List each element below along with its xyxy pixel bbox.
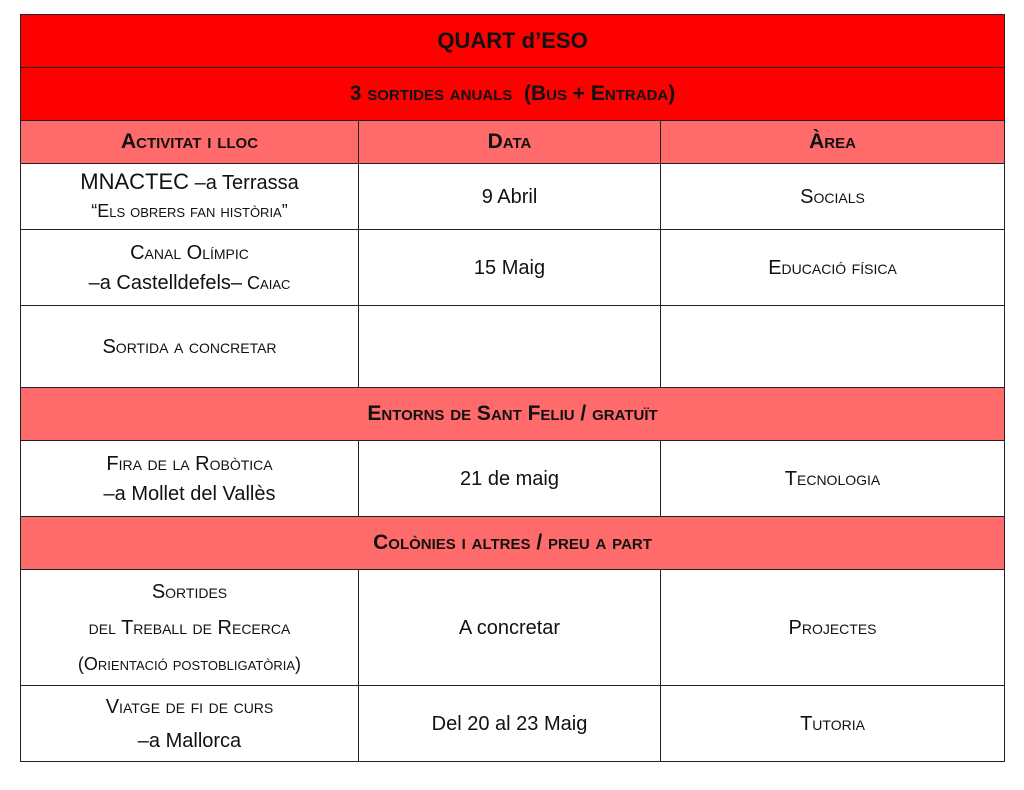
table-row [21, 230, 1005, 306]
area-cell: Educació física [661, 230, 1005, 306]
activity-extra: Caiac [242, 272, 291, 293]
activity-place: –a Mollet del Vallès [103, 482, 276, 505]
section-header-annual: 3 sortides anuals (Bus + Entrada) [21, 68, 1005, 121]
column-header-area: Àrea [661, 121, 1005, 164]
activity-cell [21, 164, 359, 230]
date-cell [359, 306, 661, 388]
activity-name: Fira de la Robòtica [106, 452, 273, 475]
title-row [21, 15, 1005, 68]
table-row [21, 570, 1005, 686]
table-row [21, 164, 1005, 230]
activity-cell [21, 686, 359, 762]
column-header-date: Data [359, 121, 661, 164]
page-title: QUART d’ESO [21, 15, 1005, 68]
local-section-row [21, 388, 1005, 441]
activity-cell: Sortida a concretar [21, 306, 359, 388]
activity-extra: (Orientació postobligatòria) [77, 653, 302, 674]
column-header-row [21, 121, 1005, 164]
date-cell: A concretar [359, 570, 661, 686]
area-cell [661, 306, 1005, 388]
area-cell: Tecnologia [661, 441, 1005, 517]
date-cell: 15 Maig [359, 230, 661, 306]
activity-place: –a Castelldefels– [88, 271, 243, 294]
activity-cell [21, 230, 359, 306]
column-header-activity: Activitat i lloc [21, 121, 359, 164]
activity-name: Viatge de fi de curs [105, 695, 274, 718]
date-cell: 9 Abril [359, 164, 661, 230]
section-header-colonies: Colònies i altres / preu a part [21, 517, 1005, 570]
table-row [21, 686, 1005, 762]
area-cell: Projectes [661, 570, 1005, 686]
date-cell: Del 20 al 23 Maig [359, 686, 661, 762]
date-cell: 21 de maig [359, 441, 661, 517]
activity-extra: “Els obrers fan història” [91, 201, 288, 221]
area-cell: Socials [661, 164, 1005, 230]
activity-name: MNACTEC [80, 169, 190, 194]
activities-table [20, 14, 1005, 762]
area-cell: Tutoria [661, 686, 1005, 762]
colonies-section-row [21, 517, 1005, 570]
activity-line [27, 168, 352, 197]
annual-section-row [21, 68, 1005, 121]
activity-line [27, 268, 352, 298]
table-row [21, 306, 1005, 388]
activity-cell [21, 441, 359, 517]
activity-name: Sortides [151, 580, 228, 603]
activity-place: –a Mallorca [137, 729, 242, 752]
activity-cell [21, 570, 359, 686]
section-header-local: Entorns de Sant Feliu / gratuït [21, 388, 1005, 441]
activity-place: del Treball de Recerca [88, 616, 291, 639]
activity-name: Canal Olímpic [130, 241, 249, 264]
activity-place: –a Terrassa [189, 172, 299, 194]
table-row [21, 441, 1005, 517]
